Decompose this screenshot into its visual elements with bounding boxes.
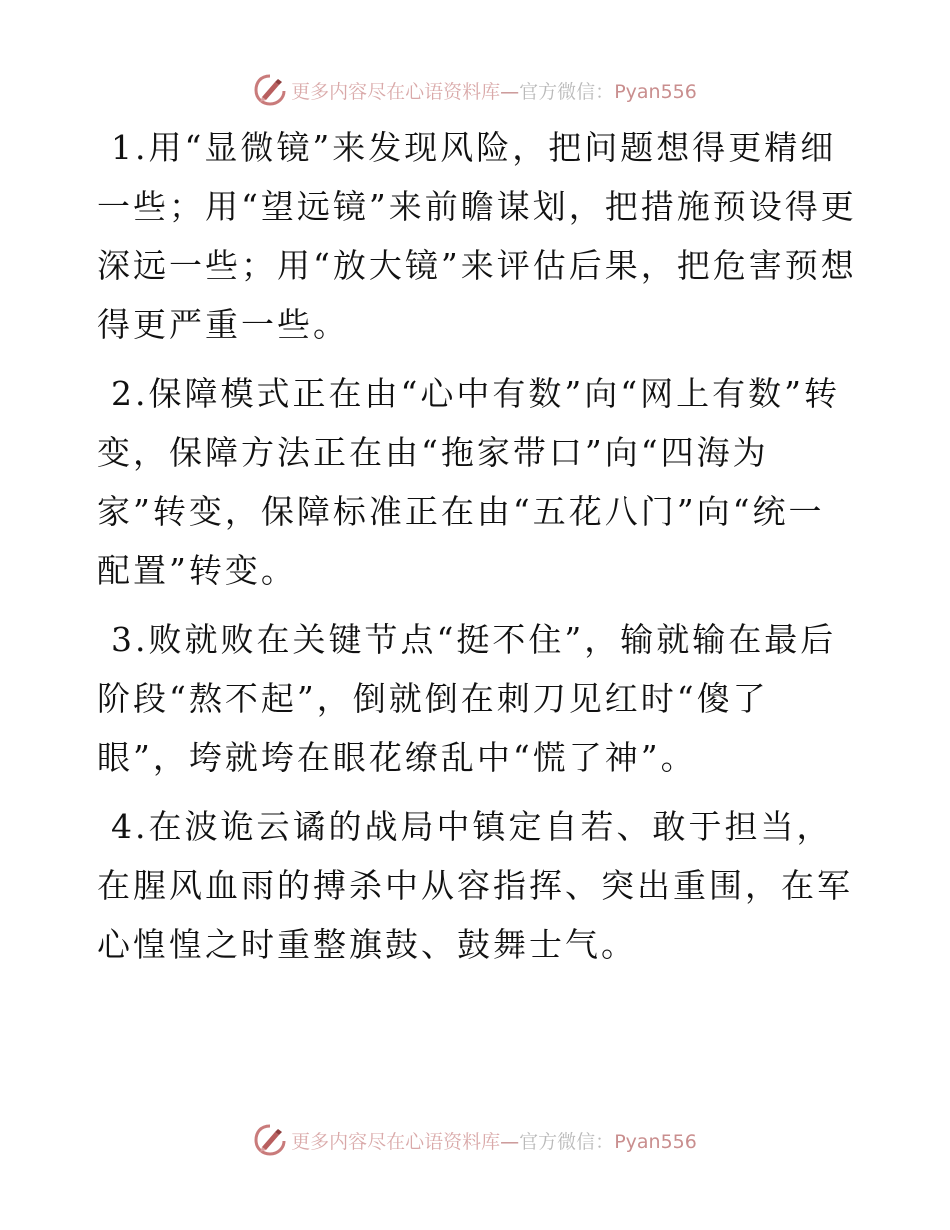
document-body — [97, 118, 857, 984]
paragraph-text: 保障模式正在由“心中有数”向“网上有数”转变，保障方法正在由“拖家带口”向“四海为家”转变，保障标准正在由“五花八门”向“统一配置”转变。 — [97, 374, 840, 590]
footer-wechat-label: 官方微信： — [519, 1130, 615, 1153]
paragraph-4 — [97, 797, 857, 974]
header-separator: — — [500, 80, 520, 103]
pen-swirl-logo-icon — [253, 1123, 287, 1157]
footer-banner-text — [291, 1127, 697, 1154]
footer-separator: — — [500, 1130, 520, 1153]
header-wechat-label: 官方微信： — [519, 80, 615, 103]
paragraph-number: 4. — [111, 807, 149, 846]
paragraph-2 — [97, 364, 857, 600]
paragraph-number: 3. — [111, 620, 149, 659]
pen-swirl-logo-icon — [253, 73, 287, 107]
footer-banner — [0, 1120, 950, 1160]
paragraph-text: 败就败在关键节点“挺不住”，输就输在最后阶段“熬不起”，倒就倒在刺刀见红时“傻了眼”，垮就垮在眼花缭乱中“慌了神”。 — [97, 620, 837, 777]
paragraph-number: 1. — [111, 128, 149, 167]
header-wechat-id: Pyan556 — [614, 80, 697, 103]
paragraph-3 — [97, 610, 857, 787]
footer-site-text: 更多内容尽在心语资料库 — [291, 1130, 501, 1153]
paragraph-text: 用“显微镜”来发现风险，把问题想得更精细一些；用“望远镜”来前瞻谋划，把措施预设得更深远一些；用“放大镜”来评估后果，把危害预想得更严重一些。 — [97, 128, 857, 344]
header-site-text: 更多内容尽在心语资料库 — [291, 80, 501, 103]
footer-wechat-id: Pyan556 — [614, 1130, 697, 1153]
header-banner — [0, 70, 950, 110]
paragraph-text: 在波诡云谲的战局中镇定自若、敢于担当，在腥风血雨的搏杀中从容指挥、突出重围，在军心惶惶之时重整旗鼓、鼓舞士气。 — [97, 807, 853, 964]
paragraph-1 — [97, 118, 857, 354]
paragraph-number: 2. — [111, 374, 149, 413]
header-banner-text — [291, 77, 697, 104]
